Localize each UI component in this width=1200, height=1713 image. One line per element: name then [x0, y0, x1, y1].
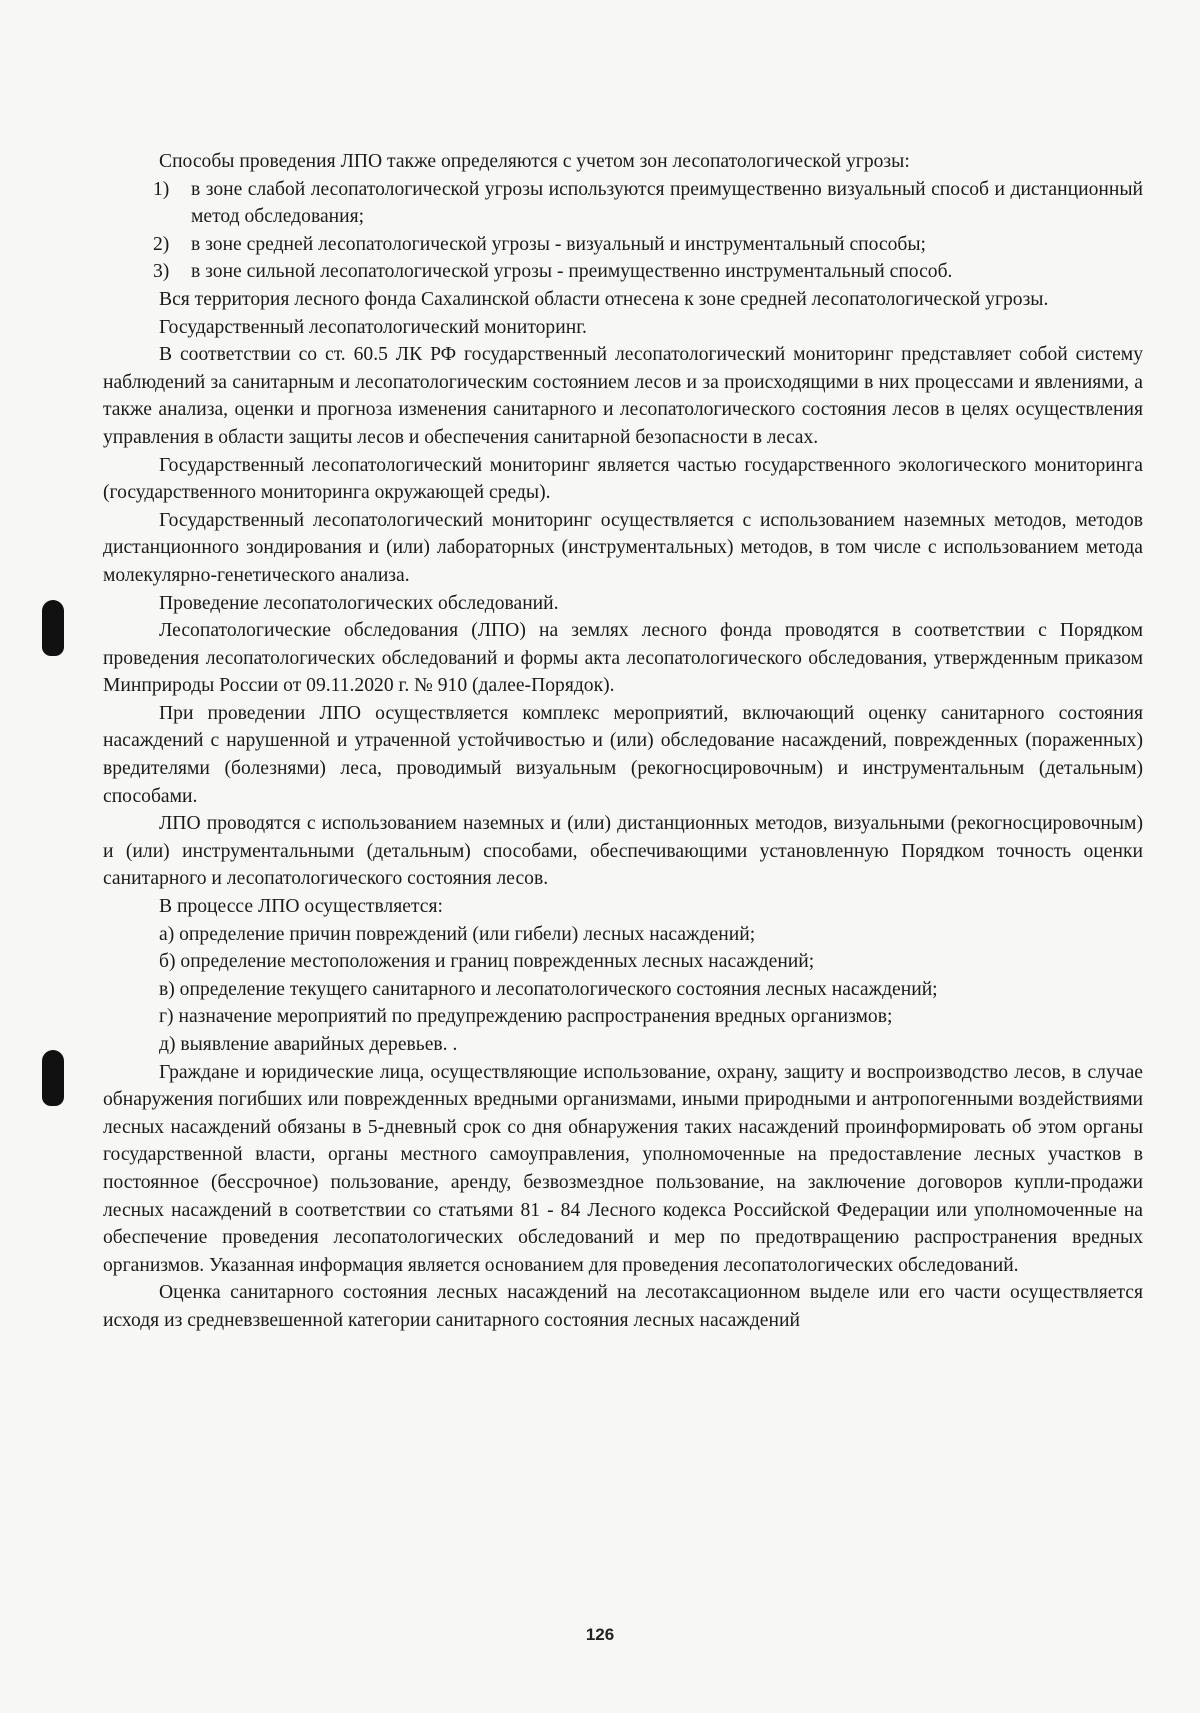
page-number: 126	[585, 1625, 615, 1644]
list-item-number: 2)	[153, 233, 170, 255]
document-body	[103, 148, 1143, 1335]
zone-list-item	[103, 176, 1143, 231]
list-item-number: 1)	[153, 178, 170, 200]
punch-hole-mark	[42, 1050, 64, 1106]
list-item-number: 3)	[153, 261, 170, 283]
process-list-item: б) определение местоположения и границ поврежденных лесных насаждений;	[159, 951, 815, 973]
monitoring-heading: Государственный лесопатологический мониторинг.	[159, 316, 587, 338]
list-item-text: в зоне слабой лесопатологической угрозы используются преимущественно визуальный способ и дистанционный метод обследования;	[191, 178, 1143, 228]
process-list-item: г) назначение мероприятий по предупреждению распространения вредных организмов;	[159, 1006, 893, 1028]
monitoring-definition-paragraph: В соответствии со ст. 60.5 ЛК РФ государственный лесопатологический мониторинг представляет собой систему наблюдений за санитарным и лесопатологическим состоянием лесов и за происходящими в них процессами и явлениями, а также анализа, оценки и прогноза изменения санитарного и лесопатологического состояния лесов в целях осуществления управления в области защиты лесов и обеспечения санитарной безопасности в лесах.	[103, 344, 1143, 448]
process-list-item: в) определение текущего санитарного и лесопатологического состояния лесных насаждений;	[159, 978, 938, 1000]
surveys-heading: Проведение лесопатологических обследований.	[159, 592, 559, 614]
citizens-paragraph: Граждане и юридические лица, осуществляющие использование, охрану, защиту и воспроизводство лесов, в случае обнаружения погибших или поврежденных вредными организмами, иными природными и антропогенными воздействиями лесных насаждений обязаны в 5-дневный срок со дня обнаружения таких насаждений проинформировать об этом органы государственной власти, органы местного самоуправления, уполномоченные на предоставление лесных участков в постоянное (бессрочное) пользование, аренду, безвозмездное пользование, на заключение договоров купли-продажи лесных насаждений в соответствии со статьями 81 - 84 Лесного кодекса Российской Федерации или уполномоченные на обеспечение проведения лесопатологических обследований и мер по предотвращению распространения вредных организмов. Указанная информация является основанием для проведения лесопатологических обследований.	[103, 1061, 1143, 1276]
assessment-paragraph: Оценка санитарного состояния лесных насаждений на лесотаксационном выделе или его части осуществляется исходя из средневзвешенной категории санитарного состояния лесных насаждений	[103, 1282, 1143, 1331]
intro-paragraph: Способы проведения ЛПО также определяются с учетом зон лесопатологической угрозы:	[159, 151, 910, 172]
process-list-item: д) выявление аварийных деревьев. .	[159, 1034, 458, 1055]
monitoring-methods-paragraph: Государственный лесопатологический мониторинг осуществляется с использованием наземных методов, методов дистанционного зондирования и (или) лабораторных (инструментальных) методов, в том числе с использованием метода молекулярно-генетического анализа.	[103, 509, 1143, 586]
process-list	[103, 921, 1143, 1059]
zone-list-item	[103, 231, 1143, 259]
zone-list	[103, 176, 1143, 286]
territory-paragraph: Вся территория лесного фонда Сахалинской области отнесена к зоне средней лесопатологической угрозы.	[159, 288, 1049, 310]
surveys-complex-paragraph: При проведении ЛПО осуществляется комплекс мероприятий, включающий оценку санитарного состояния насаждений с нарушенной и утраченной устойчивостью и (или) обследование насаждений, поврежденных (пораженных) вредителями (болезнями) леса, проводимый визуальным (рекогносцировочным) и инструментальным (детальным) способами.	[103, 702, 1143, 807]
zone-list-item	[103, 258, 1143, 286]
monitoring-part-paragraph: Государственный лесопатологический мониторинг является частью государственного экологического мониторинга (государственного мониторинга окружающей среды).	[103, 454, 1143, 504]
surveys-order-paragraph: Лесопатологические обследования (ЛПО) на землях лесного фонда проводятся в соответствии с Порядком проведения лесопатологических обследований и формы акта лесопатологического обследования, утвержденным приказом Минприроды России от 09.11.2020 г. № 910 (далее-Порядок).	[103, 620, 1143, 697]
surveys-methods-paragraph: ЛПО проводятся с использованием наземных и (или) дистанционных методов, визуальными (рекогносцировочным) и (или) инструментальными (детальным) способами, обеспечивающими установленную Порядком точность оценки санитарного и лесопатологического состояния лесов.	[103, 813, 1143, 890]
list-item-text: в зоне сильной лесопатологической угрозы - преимущественно инструментальный способ.	[191, 261, 953, 283]
punch-hole-mark	[42, 600, 64, 656]
process-intro-paragraph: В процессе ЛПО осуществляется:	[159, 896, 443, 918]
list-item-text: в зоне средней лесопатологической угрозы - визуальный и инструментальный способы;	[191, 233, 926, 255]
process-list-item: а) определение причин повреждений (или гибели) лесных насаждений;	[159, 923, 756, 945]
